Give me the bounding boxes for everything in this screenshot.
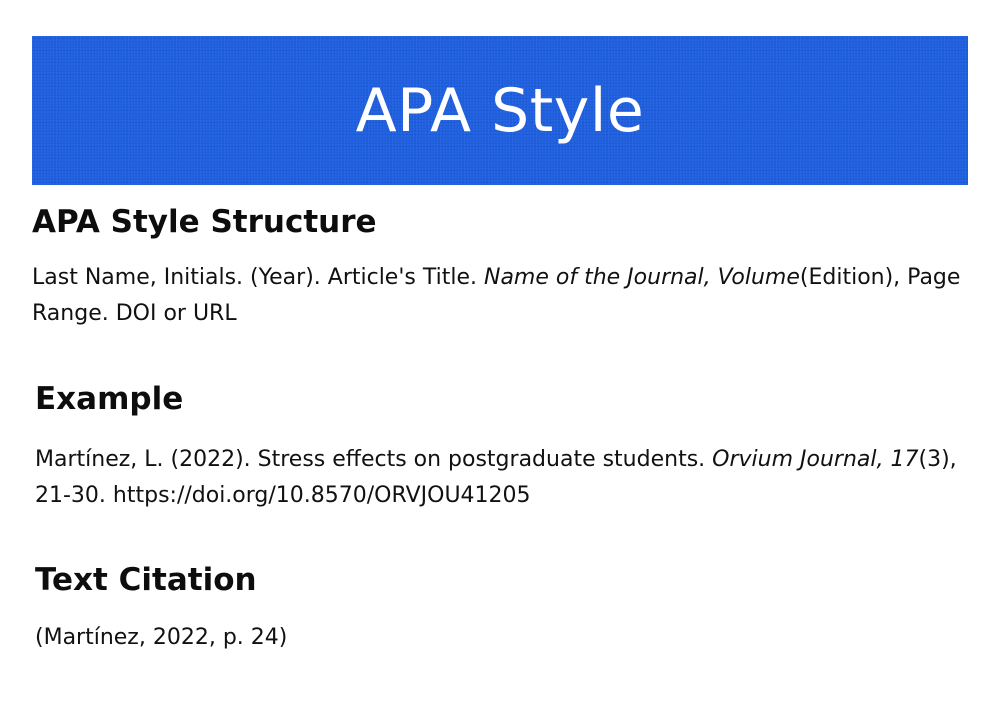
- text-citation-value: (Martínez, 2022, p. 24): [35, 625, 288, 650]
- example-reference-plain: Martínez, L. (2022). Stress effects on postgraduate students.: [35, 447, 713, 472]
- example-heading: Example: [35, 381, 184, 417]
- title-banner: [32, 36, 968, 185]
- structure-section: [32, 202, 962, 332]
- structure-format-italic: Name of the Journal, Volume: [483, 265, 800, 290]
- structure-format-rest: (Edition), Page Range. DOI or URL: [32, 265, 961, 326]
- structure-format-plain: Last Name, Initials. (Year). Article's Title.: [32, 265, 484, 290]
- text-citation-heading: Text Citation: [35, 562, 257, 598]
- example-reference-text: [35, 442, 965, 514]
- page-title: APA Style: [355, 75, 645, 146]
- text-citation-section: [35, 560, 965, 656]
- structure-format-text: [32, 260, 962, 332]
- example-reference-rest: (3), 21-30. https://doi.org/10.8570/ORVJOU41205: [35, 447, 957, 508]
- structure-heading: APA Style Structure: [32, 204, 377, 240]
- example-reference-italic: Orvium Journal, 17: [712, 447, 919, 472]
- example-section: [35, 379, 965, 514]
